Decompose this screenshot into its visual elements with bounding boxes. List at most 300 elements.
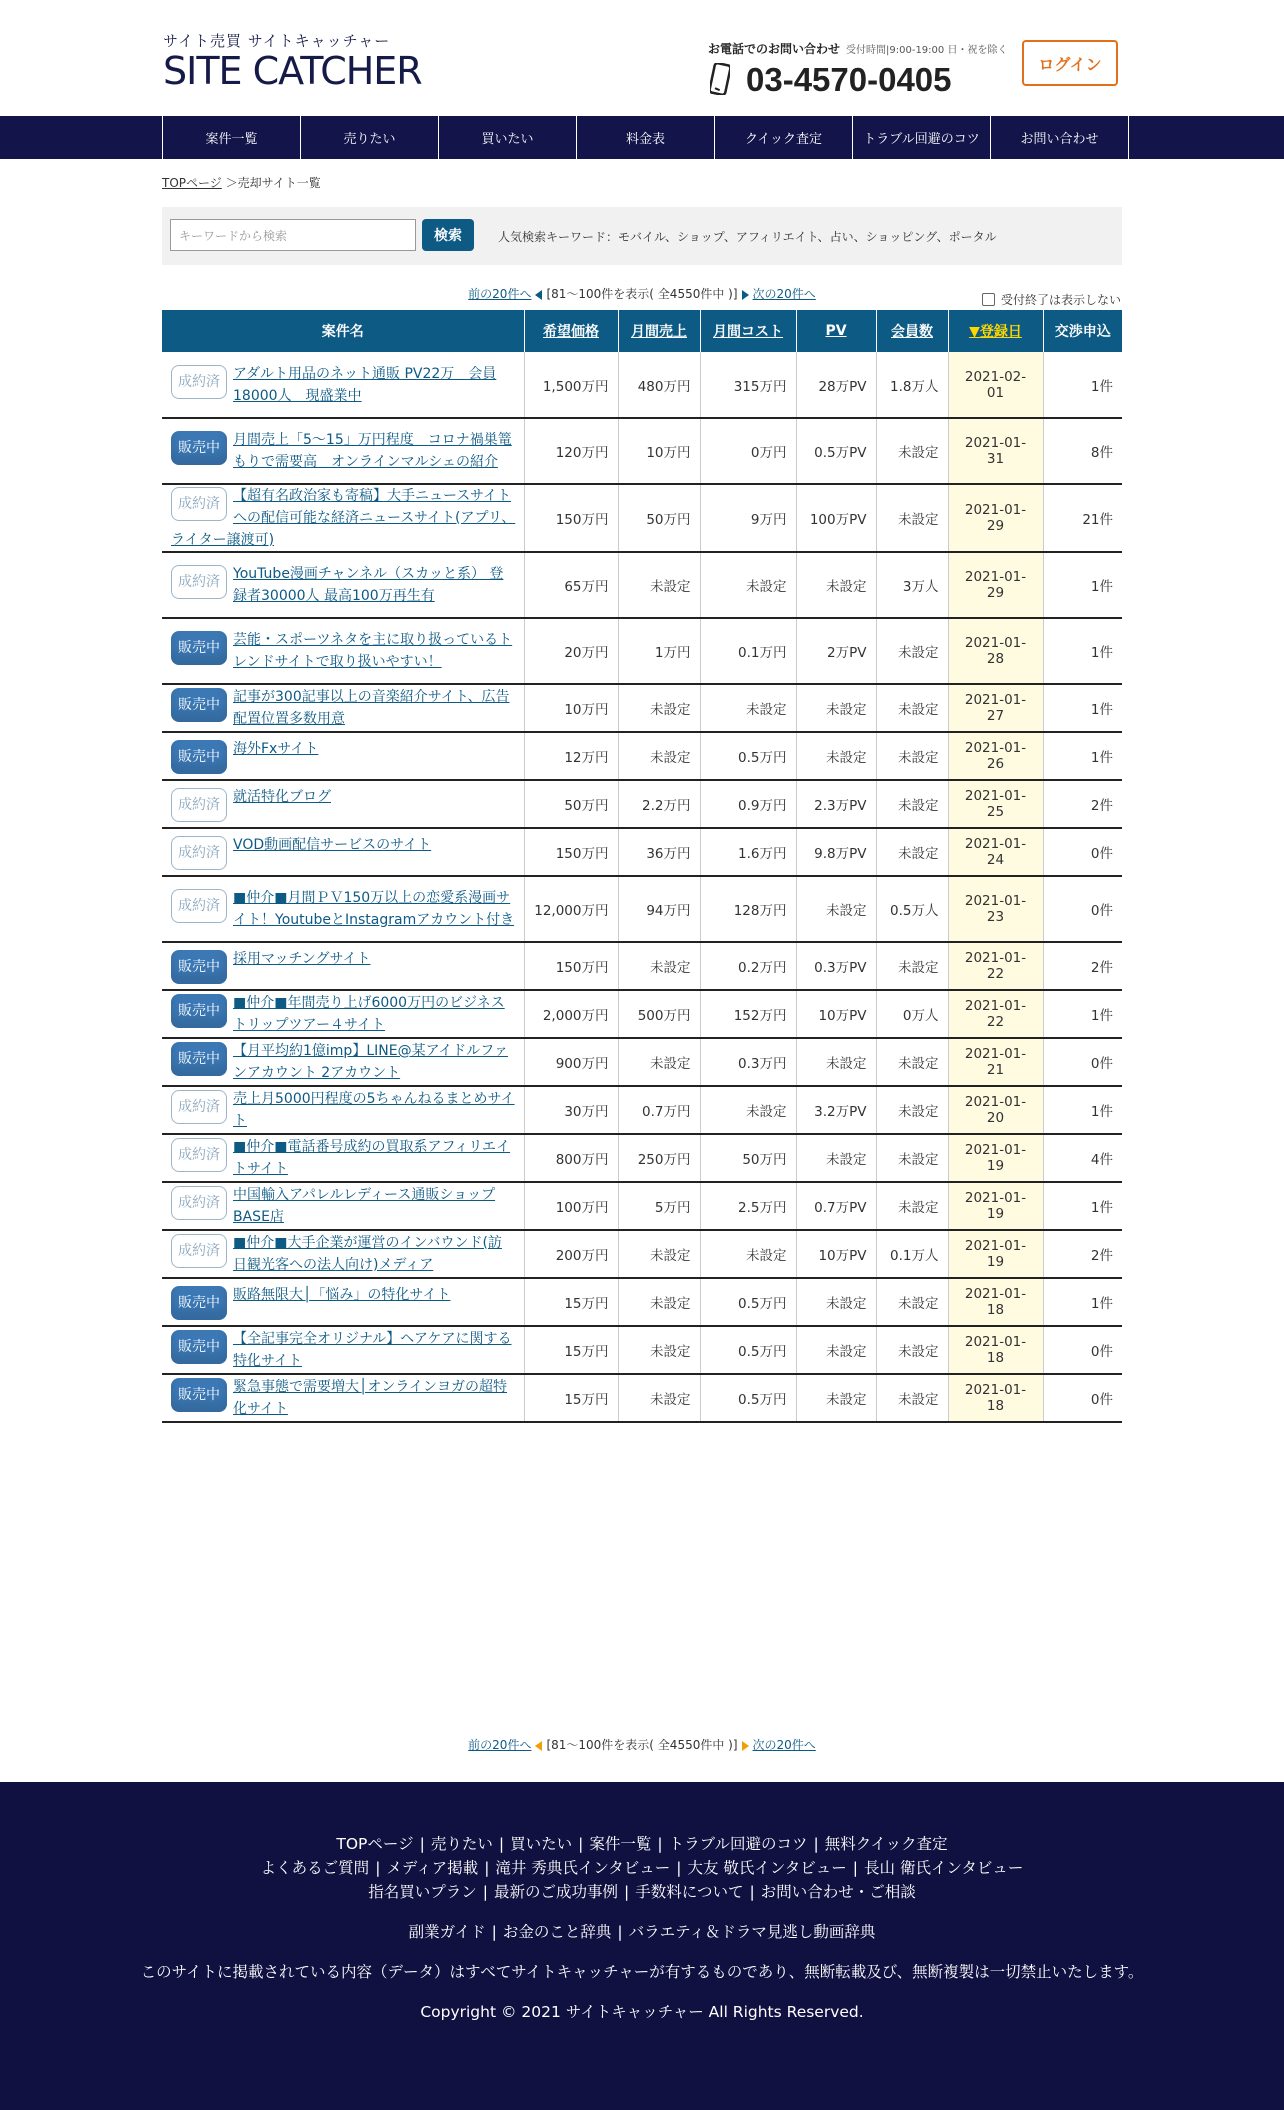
footer-separator: | bbox=[676, 1859, 682, 1877]
status-badge: 成約済 bbox=[171, 365, 227, 399]
table-row[interactable] bbox=[162, 1038, 1122, 1086]
pager-info: [81～100件を表示( 全4550件中 )] bbox=[546, 287, 738, 301]
members-cell: 未設定 bbox=[876, 1038, 948, 1086]
price-cell: 800万円 bbox=[524, 1134, 618, 1182]
price-cell: 30万円 bbox=[524, 1086, 618, 1134]
offers-cell: 2件 bbox=[1043, 942, 1122, 990]
pv-cell: 0.5万PV bbox=[796, 418, 876, 484]
listing-name-cell bbox=[162, 1326, 524, 1374]
listing-name-cell bbox=[162, 352, 524, 418]
offers-cell: 2件 bbox=[1043, 1230, 1122, 1278]
table-row[interactable] bbox=[162, 1278, 1122, 1326]
registered-date-cell: 2021-01-24 bbox=[948, 828, 1043, 876]
table-row[interactable] bbox=[162, 732, 1122, 780]
monthly-cost-cell: 0.3万円 bbox=[700, 1038, 796, 1086]
monthly-cost-cell: 0.9万円 bbox=[700, 780, 796, 828]
pv-cell: 0.3万PV bbox=[796, 942, 876, 990]
nav-item-list[interactable]: 案件一覧 bbox=[163, 116, 301, 159]
pv-cell: 未設定 bbox=[796, 1038, 876, 1086]
listing-link[interactable]: 販路無限大│「悩み」の特化サイト bbox=[233, 1287, 451, 1303]
offers-cell: 0件 bbox=[1043, 1326, 1122, 1374]
pv-cell: 未設定 bbox=[796, 552, 876, 618]
header-col-price[interactable]: 希望価格 bbox=[524, 310, 618, 352]
popular-keywords: 人気検索キーワード：モバイル、ショップ、アフィリエイト、占い、ショッピング、ポータル bbox=[498, 230, 997, 244]
listing-link[interactable]: 就活特化ブログ bbox=[233, 789, 331, 805]
monthly-sales-cell: 未設定 bbox=[618, 1230, 700, 1278]
footer-link[interactable]: 無料クイック査定 bbox=[824, 1835, 948, 1853]
logo-tagline: サイト売買 サイトキャッチャー bbox=[163, 32, 391, 50]
pv-cell: 未設定 bbox=[796, 1134, 876, 1182]
listing-name-cell bbox=[162, 1134, 524, 1182]
footer-link[interactable]: トラブル回避のコツ bbox=[668, 1835, 808, 1853]
footer-links-row bbox=[0, 1920, 1284, 1944]
monthly-sales-cell: 未設定 bbox=[618, 732, 700, 780]
footer-separator: | bbox=[578, 1835, 584, 1853]
pv-cell: 未設定 bbox=[796, 1326, 876, 1374]
members-cell: 0万人 bbox=[876, 990, 948, 1038]
checkbox-icon[interactable] bbox=[982, 293, 995, 306]
price-cell: 120万円 bbox=[524, 418, 618, 484]
footer-separator: | bbox=[852, 1859, 859, 1877]
listing-link[interactable]: 緊急事態で需要増大│オンラインヨガの超特化サイト bbox=[233, 1379, 508, 1417]
status-badge: 成約済 bbox=[171, 1138, 227, 1172]
listing-name-cell bbox=[162, 780, 524, 828]
status-badge: 成約済 bbox=[171, 836, 227, 870]
members-cell: 未設定 bbox=[876, 732, 948, 780]
footer-links-row bbox=[0, 1880, 1284, 1904]
monthly-sales-cell: 500万円 bbox=[618, 990, 700, 1038]
footer-separator: | bbox=[749, 1883, 755, 1901]
monthly-sales-cell: 未設定 bbox=[618, 684, 700, 732]
listing-link[interactable]: 海外Fxサイト bbox=[233, 741, 319, 757]
monthly-cost-cell: 0.5万円 bbox=[700, 1278, 796, 1326]
site-footer bbox=[0, 1782, 1284, 2110]
registered-date-cell: 2021-01-22 bbox=[948, 990, 1043, 1038]
listing-name-cell bbox=[162, 684, 524, 732]
members-cell: 未設定 bbox=[876, 1134, 948, 1182]
header-col-offers[interactable]: 交渉申込 bbox=[1043, 310, 1122, 352]
offers-cell: 2件 bbox=[1043, 780, 1122, 828]
offers-cell: 0件 bbox=[1043, 1374, 1122, 1422]
registered-date-cell: 2021-01-28 bbox=[948, 618, 1043, 684]
status-badge: 販売中 bbox=[171, 1378, 227, 1412]
listing-name-cell bbox=[162, 876, 524, 942]
footer-link[interactable]: 買いたい bbox=[510, 1835, 573, 1853]
listing-name-cell bbox=[162, 1374, 524, 1422]
pv-cell: 3.2万PV bbox=[796, 1086, 876, 1134]
monthly-sales-cell: 36万円 bbox=[618, 828, 700, 876]
members-cell: 1.8万人 bbox=[876, 352, 948, 418]
arrow-right-icon bbox=[742, 290, 749, 300]
status-badge: 販売中 bbox=[171, 950, 227, 984]
offers-cell: 21件 bbox=[1043, 484, 1122, 552]
monthly-cost-cell: 315万円 bbox=[700, 352, 796, 418]
price-cell: 2,000万円 bbox=[524, 990, 618, 1038]
listing-link[interactable]: 芸能・スポーツネタを主に取り扱っているトレンドサイトで取り扱いやすい！ bbox=[233, 632, 513, 670]
offers-cell: 8件 bbox=[1043, 418, 1122, 484]
smartphone-icon bbox=[710, 63, 730, 95]
registered-date-cell: 2021-01-18 bbox=[948, 1374, 1043, 1422]
table-row[interactable] bbox=[162, 780, 1122, 828]
price-cell: 65万円 bbox=[524, 552, 618, 618]
header-col-monthly-sales[interactable]: 月間売上 bbox=[618, 310, 700, 352]
monthly-sales-cell: 未設定 bbox=[618, 552, 700, 618]
phone-number[interactable]: 03-4570-0405 bbox=[746, 61, 952, 98]
listing-name-cell bbox=[162, 990, 524, 1038]
monthly-cost-cell: 0.5万円 bbox=[700, 1374, 796, 1422]
logo-text: SITE CATCHER bbox=[163, 49, 422, 93]
footer-separator: | bbox=[624, 1883, 630, 1901]
listing-link[interactable]: ■仲介■電話番号成約の買取系アフィリエイトサイト bbox=[233, 1139, 511, 1177]
pager-prev-link[interactable]: 前の20件へ bbox=[468, 287, 532, 301]
members-cell: 未設定 bbox=[876, 1326, 948, 1374]
footer-separator: | bbox=[813, 1835, 819, 1853]
global-nav bbox=[0, 116, 1284, 159]
listing-name-cell bbox=[162, 732, 524, 780]
offers-cell: 1件 bbox=[1043, 618, 1122, 684]
status-badge: 成約済 bbox=[171, 889, 227, 923]
registered-date-cell: 2021-01-31 bbox=[948, 418, 1043, 484]
monthly-cost-cell: 128万円 bbox=[700, 876, 796, 942]
offers-cell: 1件 bbox=[1043, 552, 1122, 618]
pv-cell: 未設定 bbox=[796, 876, 876, 942]
members-cell: 未設定 bbox=[876, 780, 948, 828]
nav-item-sell[interactable]: 売りたい bbox=[301, 116, 439, 159]
price-cell: 150万円 bbox=[524, 828, 618, 876]
table-row[interactable] bbox=[162, 876, 1122, 942]
monthly-sales-cell: 250万円 bbox=[618, 1134, 700, 1182]
status-badge: 成約済 bbox=[171, 565, 227, 599]
monthly-sales-cell: 50万円 bbox=[618, 484, 700, 552]
monthly-sales-cell: 94万円 bbox=[618, 876, 700, 942]
listing-link[interactable]: 月間売上「5〜15」万円程度 コロナ禍巣篭もりで需要高 オンラインマルシェの紹介 bbox=[233, 432, 512, 470]
members-cell: 未設定 bbox=[876, 1182, 948, 1230]
members-cell: 未設定 bbox=[876, 684, 948, 732]
listing-table bbox=[162, 310, 1122, 1423]
members-cell: 未設定 bbox=[876, 618, 948, 684]
status-badge: 販売中 bbox=[171, 1330, 227, 1364]
monthly-cost-cell: 0.5万円 bbox=[700, 732, 796, 780]
pv-cell: 未設定 bbox=[796, 1374, 876, 1422]
footer-notice: このサイトに掲載されている内容（データ）はすべてサイトキャッチャーが有するものであり、無断転載及び、無断複製は一切禁止いたします。 bbox=[140, 1963, 1144, 1981]
header-col-pv[interactable]: PV bbox=[796, 310, 876, 352]
table-row[interactable] bbox=[162, 990, 1122, 1038]
monthly-sales-cell: 2.2万円 bbox=[618, 780, 700, 828]
status-badge: 販売中 bbox=[171, 1286, 227, 1320]
price-cell: 900万円 bbox=[524, 1038, 618, 1086]
contact-hours: 受付時間|9:00-19:00 日・祝を除く bbox=[846, 45, 1008, 56]
offers-cell: 1件 bbox=[1043, 1086, 1122, 1134]
table-row[interactable] bbox=[162, 1182, 1122, 1230]
status-badge: 販売中 bbox=[171, 431, 227, 465]
listing-name-cell bbox=[162, 418, 524, 484]
monthly-cost-cell: 1.6万円 bbox=[700, 828, 796, 876]
price-cell: 200万円 bbox=[524, 1230, 618, 1278]
arrow-left-icon bbox=[535, 290, 542, 300]
pv-cell: 100万PV bbox=[796, 484, 876, 552]
nav-item-quick-appraisal[interactable]: クイック査定 bbox=[715, 116, 853, 159]
listing-name-cell bbox=[162, 1278, 524, 1326]
table-row[interactable] bbox=[162, 1134, 1122, 1182]
members-cell: 未設定 bbox=[876, 418, 948, 484]
listing-name-cell bbox=[162, 1182, 524, 1230]
table-row[interactable] bbox=[162, 1326, 1122, 1374]
monthly-cost-cell: 0.5万円 bbox=[700, 1326, 796, 1374]
table-row[interactable] bbox=[162, 1086, 1122, 1134]
registered-date-cell: 2021-01-19 bbox=[948, 1182, 1043, 1230]
footer-link[interactable]: メディア掲載 bbox=[386, 1859, 479, 1877]
pager-next-link[interactable]: 次の20件へ bbox=[752, 1738, 816, 1752]
offers-cell: 0件 bbox=[1043, 828, 1122, 876]
table-row[interactable] bbox=[162, 618, 1122, 684]
pv-cell: 10万PV bbox=[796, 990, 876, 1038]
pager-next-link[interactable]: 次の20件へ bbox=[752, 287, 816, 301]
price-cell: 1,500万円 bbox=[524, 352, 618, 418]
footer-link[interactable]: 長山 衛氏インタビュー bbox=[864, 1859, 1024, 1877]
footer-link[interactable]: 売りたい bbox=[430, 1835, 493, 1853]
monthly-cost-cell: 152万円 bbox=[700, 990, 796, 1038]
listing-link[interactable]: VOD動画配信サービスのサイト bbox=[233, 837, 432, 853]
monthly-sales-cell: 未設定 bbox=[618, 1374, 700, 1422]
footer-links-row bbox=[0, 1832, 1284, 1856]
offers-cell: 1件 bbox=[1043, 1278, 1122, 1326]
price-cell: 100万円 bbox=[524, 1182, 618, 1230]
status-badge: 販売中 bbox=[171, 994, 227, 1028]
table-row[interactable] bbox=[162, 484, 1122, 552]
registered-date-cell: 2021-01-18 bbox=[948, 1278, 1043, 1326]
monthly-cost-cell: 未設定 bbox=[700, 1230, 796, 1278]
footer-separator: | bbox=[491, 1923, 497, 1941]
search-panel bbox=[162, 207, 1122, 265]
footer-separator: | bbox=[498, 1835, 505, 1853]
listing-name-cell bbox=[162, 1230, 524, 1278]
table-row[interactable] bbox=[162, 1374, 1122, 1422]
price-cell: 12万円 bbox=[524, 732, 618, 780]
status-badge: 販売中 bbox=[171, 1042, 227, 1076]
search-button[interactable]: 検索 bbox=[422, 219, 474, 251]
listing-link[interactable]: 記事が300記事以上の音楽紹介サイト、広告配置位置多数用意 bbox=[233, 689, 510, 727]
pv-cell: 未設定 bbox=[796, 1278, 876, 1326]
status-badge: 成約済 bbox=[171, 487, 227, 521]
arrow-right-icon bbox=[742, 1741, 749, 1751]
listing-name-cell bbox=[162, 484, 524, 552]
offers-cell: 1件 bbox=[1043, 1182, 1122, 1230]
footer-links-row bbox=[0, 1856, 1284, 1880]
listing-link[interactable]: 【超有名政治家も寄稿】大手ニュースサイトへの配信可能な経済ニュースサイト(アプリ、ライター譲渡可) bbox=[171, 488, 516, 548]
offers-cell: 1件 bbox=[1043, 732, 1122, 780]
pv-cell: 2万PV bbox=[796, 618, 876, 684]
price-cell: 20万円 bbox=[524, 618, 618, 684]
table-row[interactable] bbox=[162, 684, 1122, 732]
breadcrumb bbox=[162, 174, 321, 191]
pv-cell: 2.3万PV bbox=[796, 780, 876, 828]
listing-name-cell bbox=[162, 942, 524, 990]
footer-link[interactable]: 指名買いプラン bbox=[368, 1883, 477, 1901]
price-cell: 15万円 bbox=[524, 1374, 618, 1422]
monthly-cost-cell: 50万円 bbox=[700, 1134, 796, 1182]
site-header bbox=[0, 0, 1284, 116]
offers-cell: 0件 bbox=[1043, 1038, 1122, 1086]
monthly-sales-cell: 5万円 bbox=[618, 1182, 700, 1230]
monthly-cost-cell: 未設定 bbox=[700, 552, 796, 618]
footer-link[interactable]: バラエティ＆ドラマ見逃し動画辞典 bbox=[628, 1923, 876, 1941]
pv-cell: 未設定 bbox=[796, 732, 876, 780]
registered-date-cell: 2021-01-21 bbox=[948, 1038, 1043, 1086]
footer-separator: | bbox=[419, 1835, 425, 1853]
nav-item-pricing[interactable]: 料金表 bbox=[577, 116, 715, 159]
monthly-sales-cell: 1万円 bbox=[618, 618, 700, 684]
registered-date-cell: 2021-01-27 bbox=[948, 684, 1043, 732]
registered-date-cell: 2021-01-20 bbox=[948, 1086, 1043, 1134]
header-col-monthly-cost[interactable]: 月間コスト bbox=[700, 310, 796, 352]
breadcrumb-home[interactable]: TOPページ bbox=[162, 176, 222, 190]
registered-date-cell: 2021-01-19 bbox=[948, 1230, 1043, 1278]
registered-date-cell: 2021-01-29 bbox=[948, 484, 1043, 552]
monthly-sales-cell: 未設定 bbox=[618, 1038, 700, 1086]
footer-link[interactable]: 手数料について bbox=[635, 1883, 744, 1901]
status-badge: 成約済 bbox=[171, 1186, 227, 1220]
pv-cell: 未設定 bbox=[796, 684, 876, 732]
registered-date-cell: 2021-02-01 bbox=[948, 352, 1043, 418]
registered-date-cell: 2021-01-26 bbox=[948, 732, 1043, 780]
members-cell: 未設定 bbox=[876, 1374, 948, 1422]
listing-link[interactable]: ■仲介■月間ＰＶ150万以上の恋愛系漫画サイト！YoutubeとInstagramアカウント付き bbox=[233, 890, 515, 928]
hide-closed-label: 受付終了は表示しない bbox=[1001, 293, 1122, 307]
footer-link[interactable]: 最新のご成功事例 bbox=[494, 1883, 619, 1901]
registered-date-cell: 2021-01-22 bbox=[948, 942, 1043, 990]
header-col-members[interactable]: 会員数 bbox=[876, 310, 948, 352]
registered-date-cell: 2021-01-18 bbox=[948, 1326, 1043, 1374]
pv-cell: 0.7万PV bbox=[796, 1182, 876, 1230]
footer-copyright: Copyright © 2021 サイトキャッチャー All Rights Reserved. bbox=[420, 2003, 864, 2021]
nav-item-buy[interactable]: 買いたい bbox=[439, 116, 577, 159]
table-row[interactable] bbox=[162, 1230, 1122, 1278]
monthly-cost-cell: 未設定 bbox=[700, 684, 796, 732]
contact-label: お電話でのお問い合わせ bbox=[708, 42, 841, 56]
header-col-name: 案件名 bbox=[162, 310, 524, 352]
listing-link[interactable]: YouTube漫画チャンネル（スカッと系） 登録者30000人 最高100万再生有 bbox=[233, 566, 504, 604]
site-logo[interactable] bbox=[163, 32, 453, 92]
monthly-cost-cell: 未設定 bbox=[700, 1086, 796, 1134]
members-cell: 3万人 bbox=[876, 552, 948, 618]
footer-link[interactable]: お金のこと辞典 bbox=[502, 1923, 612, 1941]
status-badge: 成約済 bbox=[171, 1234, 227, 1268]
offers-cell: 1件 bbox=[1043, 684, 1122, 732]
listing-link[interactable]: 【月平均約1億imp】LINE@某アイドルファンアカウント 2アカウント bbox=[233, 1043, 509, 1081]
price-cell: 50万円 bbox=[524, 780, 618, 828]
table-row[interactable] bbox=[162, 418, 1122, 484]
listing-link[interactable]: 中国輸入アパレルレディース通販ショップBASE店 bbox=[233, 1187, 496, 1225]
offers-cell: 4件 bbox=[1043, 1134, 1122, 1182]
price-cell: 15万円 bbox=[524, 1278, 618, 1326]
header-col-registered[interactable]: ▼登録日 bbox=[948, 310, 1043, 352]
table-header-row bbox=[162, 310, 1122, 352]
table-row[interactable] bbox=[162, 552, 1122, 618]
footer-separator: | bbox=[482, 1883, 489, 1901]
status-badge: 販売中 bbox=[171, 688, 227, 722]
offers-cell: 1件 bbox=[1043, 990, 1122, 1038]
members-cell: 0.1万人 bbox=[876, 1230, 948, 1278]
price-cell: 15万円 bbox=[524, 1326, 618, 1374]
status-badge: 販売中 bbox=[171, 631, 227, 665]
registered-date-cell: 2021-01-19 bbox=[948, 1134, 1043, 1182]
search-input[interactable]: キーワードから検索 bbox=[170, 219, 416, 251]
status-badge: 成約済 bbox=[171, 788, 227, 822]
breadcrumb-current: ＞売却サイト一覧 bbox=[225, 176, 321, 190]
listing-link[interactable]: 売上月5000円程度の5ちゃんねるまとめサイト bbox=[233, 1091, 515, 1129]
table-row[interactable] bbox=[162, 352, 1122, 418]
price-cell: 150万円 bbox=[524, 942, 618, 990]
registered-date-cell: 2021-01-29 bbox=[948, 552, 1043, 618]
listing-link[interactable]: ■仲介■年間売り上げ6000万円のビジネストリップツアー４サイト bbox=[233, 995, 505, 1033]
footer-link[interactable]: 案件一覧 bbox=[589, 1835, 652, 1853]
listing-link[interactable]: 採用マッチングサイト bbox=[233, 951, 371, 967]
pager-info: [81～100件を表示( 全4550件中 )] bbox=[546, 1738, 738, 1752]
members-cell: 未設定 bbox=[876, 484, 948, 552]
footer-link[interactable]: 副業ガイド bbox=[408, 1923, 486, 1941]
footer-separator: | bbox=[375, 1859, 381, 1877]
listing-name-cell bbox=[162, 552, 524, 618]
monthly-cost-cell: 0.2万円 bbox=[700, 942, 796, 990]
members-cell: 未設定 bbox=[876, 1086, 948, 1134]
members-cell: 0.5万人 bbox=[876, 876, 948, 942]
footer-separator: | bbox=[617, 1923, 623, 1941]
members-cell: 未設定 bbox=[876, 828, 948, 876]
price-cell: 10万円 bbox=[524, 684, 618, 732]
listing-link[interactable]: ■仲介■大手企業が運営のインバウンド(訪日観光客への法人向け)メディア bbox=[233, 1235, 502, 1273]
hide-closed-checkbox[interactable] bbox=[982, 291, 1121, 308]
footer-separator: | bbox=[657, 1835, 663, 1853]
monthly-cost-cell: 0.1万円 bbox=[700, 618, 796, 684]
nav-item-contact[interactable]: お問い合わせ bbox=[991, 116, 1129, 159]
monthly-sales-cell: 未設定 bbox=[618, 1278, 700, 1326]
monthly-sales-cell: 未設定 bbox=[618, 942, 700, 990]
listing-name-cell bbox=[162, 618, 524, 684]
listing-name-cell bbox=[162, 828, 524, 876]
arrow-left-icon bbox=[535, 1741, 542, 1751]
footer-link[interactable]: お問い合わせ・ご相談 bbox=[760, 1883, 916, 1901]
pager-bottom bbox=[0, 1736, 1284, 1753]
footer-link[interactable]: 大友 敬氏インタビュー bbox=[687, 1859, 847, 1877]
price-cell: 12,000万円 bbox=[524, 876, 618, 942]
members-cell: 未設定 bbox=[876, 1278, 948, 1326]
status-badge: 販売中 bbox=[171, 740, 227, 774]
offers-cell: 0件 bbox=[1043, 876, 1122, 942]
listing-link[interactable]: 【全記事完全オリジナル】ヘアケアに関する特化サイト bbox=[233, 1331, 512, 1369]
nav-item-trouble-tips[interactable]: トラブル回避のコツ bbox=[853, 116, 991, 159]
listing-link[interactable]: アダルト用品のネット通販 PV22万 会員18000人 現盛業中 bbox=[233, 365, 497, 404]
footer-link[interactable]: 滝井 秀典氏インタビュー bbox=[495, 1859, 671, 1877]
pv-cell: 28万PV bbox=[796, 352, 876, 418]
phone-contact bbox=[708, 40, 1008, 99]
table-row[interactable] bbox=[162, 942, 1122, 990]
monthly-sales-cell: 0.7万円 bbox=[618, 1086, 700, 1134]
monthly-sales-cell: 480万円 bbox=[618, 352, 700, 418]
status-badge: 成約済 bbox=[171, 1090, 227, 1124]
registered-date-cell: 2021-01-25 bbox=[948, 780, 1043, 828]
footer-link[interactable]: よくあるご質問 bbox=[260, 1859, 370, 1877]
pager-prev-link[interactable]: 前の20件へ bbox=[468, 1738, 532, 1752]
listing-name-cell bbox=[162, 1086, 524, 1134]
login-button[interactable]: ログイン bbox=[1022, 40, 1118, 86]
listing-name-cell bbox=[162, 1038, 524, 1086]
footer-link[interactable]: TOPページ bbox=[336, 1835, 414, 1853]
table-row[interactable] bbox=[162, 828, 1122, 876]
monthly-sales-cell: 未設定 bbox=[618, 1326, 700, 1374]
pv-cell: 9.8万PV bbox=[796, 828, 876, 876]
offers-cell: 1件 bbox=[1043, 352, 1122, 418]
monthly-cost-cell: 9万円 bbox=[700, 484, 796, 552]
